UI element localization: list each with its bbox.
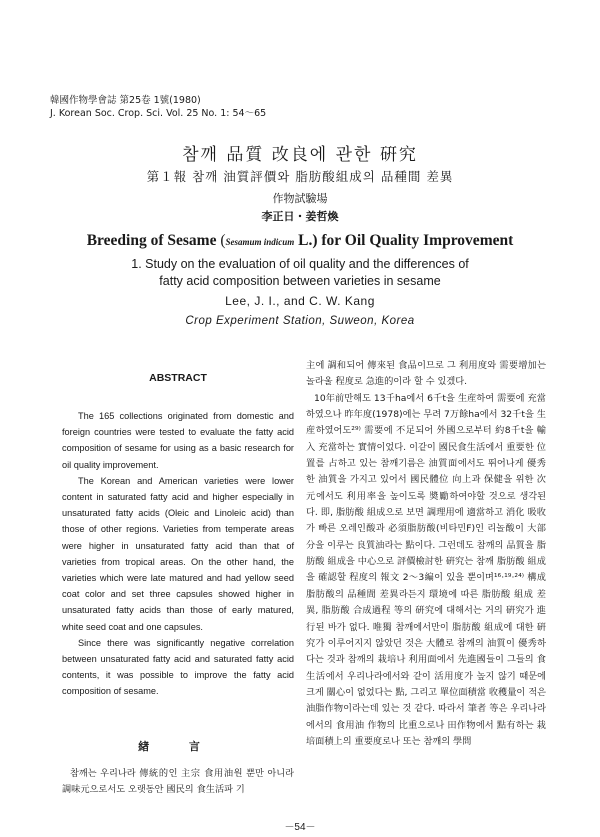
title-english <box>0 232 600 250</box>
subtitle-korean: 第１報 참깨 油質評價와 脂肪酸組成의 品種間 差異 <box>146 169 454 184</box>
page-number: －54－ <box>284 822 316 833</box>
title-english-scientific-name: Sesamum indicum <box>225 237 295 247</box>
subtitle-english-line1: 1. Study on the evaluation of oil quality and the differences of <box>131 257 469 271</box>
introduction-paragraph: 참깨는 우리나라 傳統的인 主宗 食用油원 뿐만 아니라 調味元으로서도 오랫동안 國民의 食生活파 기 <box>62 768 294 795</box>
title-english-paren: ( <box>220 232 226 249</box>
right-column-body <box>306 358 546 750</box>
journal-citation-korean: 韓國作物學會誌 第25卷 1號(1980) <box>50 95 201 106</box>
journal-citation <box>50 94 350 120</box>
title-korean: 참깨 品質 改良에 관한 硏究 <box>182 145 418 165</box>
authors-korean: 李正日・姜哲煥 <box>261 210 339 223</box>
abstract-heading: ABSTRACT <box>149 372 207 384</box>
abstract-section <box>62 372 294 700</box>
authors-english: Lee, J. I., and C. W. Kang <box>225 294 375 308</box>
body-paragraph: 主에 調和되어 傳來된 食品이므로 그 利用度와 需要增加는 놀라울 程度로 急進的이라 할 수 있겠다. <box>306 360 546 388</box>
title-english-rest: L.) for Oil Quality Improvement <box>298 232 514 249</box>
title-english-main: Breeding of Sesame <box>86 232 217 249</box>
institution-korean: 作物試驗場 <box>272 192 328 205</box>
subtitle-english-line2: fatty acid composition between varieties in sesame <box>159 274 441 288</box>
introduction-heading: 緖 言 <box>138 740 218 753</box>
abstract-paragraph: Since there was significantly negative correlation between unsaturated fatty acid and saturated fatty acid contents, it was possible to improve the fatty acid composition of sesame. <box>62 637 294 697</box>
journal-citation-english: J. Korean Soc. Crop. Sci. Vol. 25 No. 1: 54～65 <box>50 108 267 119</box>
body-paragraph: 10年前만해도 13千ha에서 6千t을 生産하여 需要에 充當하였으나 昨年度(1978)에는 무려 7万餘ha에서 32千t을 生産하였어도²⁹⁾ 需要에 不足되어 外國으로부터 約8千t을 輸入 充當하는 實情이었다. 이같이 國民食生活에서 重要한 位置를 占하고 있는 참깨기름은 油質面에서도 뛰어나게 優秀한 油質을 가지고 있어서 國民體位 向上과 保健을 위한 次元에서도 利用率을 높이도록 奬勵하여야할 것으로 생각된다. 即, 脂肪酸 組成으로 보면 調理用에 適當하고 消化 吸收가 빠른 오레인酸과 必須脂肪酸(비타민F)인 리놀酸이 大部分을 이루는 良質油라는 點이다. 그런데도 참깨의 品質을 脂肪酸 組成을 中心으로 評價檢討한 硏究는 참깨 脂肪酸 組成을 確認할 程度의 報文 2～3編이 있을 뿐이며¹⁶·¹⁹·²⁴⁾ 構成 脂肪酸의 品種間 差異라든지 環境에 따른 脂肪酸 組成 差異, 脂肪酸 合成過程 等의 硏究에 대해서는 거의 硏究가 進行된 바가 없다. 唯獨 참깨에서만이 脂肪酸 組成에 대한 硏究가 이루어지지 않았던 것은 大體로 참깨의 油質이 優秀하다는 것과 참깨의 栽培나 利用面에서 先進國들이 그들의 食生活에서 우리나라에서와 같이 活用度가 높지 않기 때문에 크게 關心이 없었다는 點, 그리고 單位面積當 收穫量이 적은 油脂作物이라는데 있는 것 같다. 따라서 筆者 等은 우리나라에서의 食用油 作物의 比重으로나 田作物에서 點有하는 栽培面積上의 重要度로나 또는 참깨의 學問 <box>306 392 546 747</box>
abstract-paragraph: The Korean and American varieties were lower content in saturated fatty acid and higher especially in unsaturated fatty acids (Oleic and Linoleic acid) than those of other regions. Varieties from temperate areas were higher in unsaturated fatty acid than that of varieties from tropical areas. On the other hand, the varieties which were late matured and had yellow seed coat color and set three capsules showed higher in unsaturated fatty acids than those of early matured, white seed coat and one capsules. <box>62 475 294 632</box>
subtitle-english <box>0 256 600 290</box>
abstract-paragraph: The 165 collections originated from domestic and foreign countries were tested to evaluate the fatty acid composition of sesame for using as a basic research for oil quality improvement. <box>62 411 294 470</box>
institution-english: Crop Experiment Station, Suweon, Korea <box>185 315 415 327</box>
